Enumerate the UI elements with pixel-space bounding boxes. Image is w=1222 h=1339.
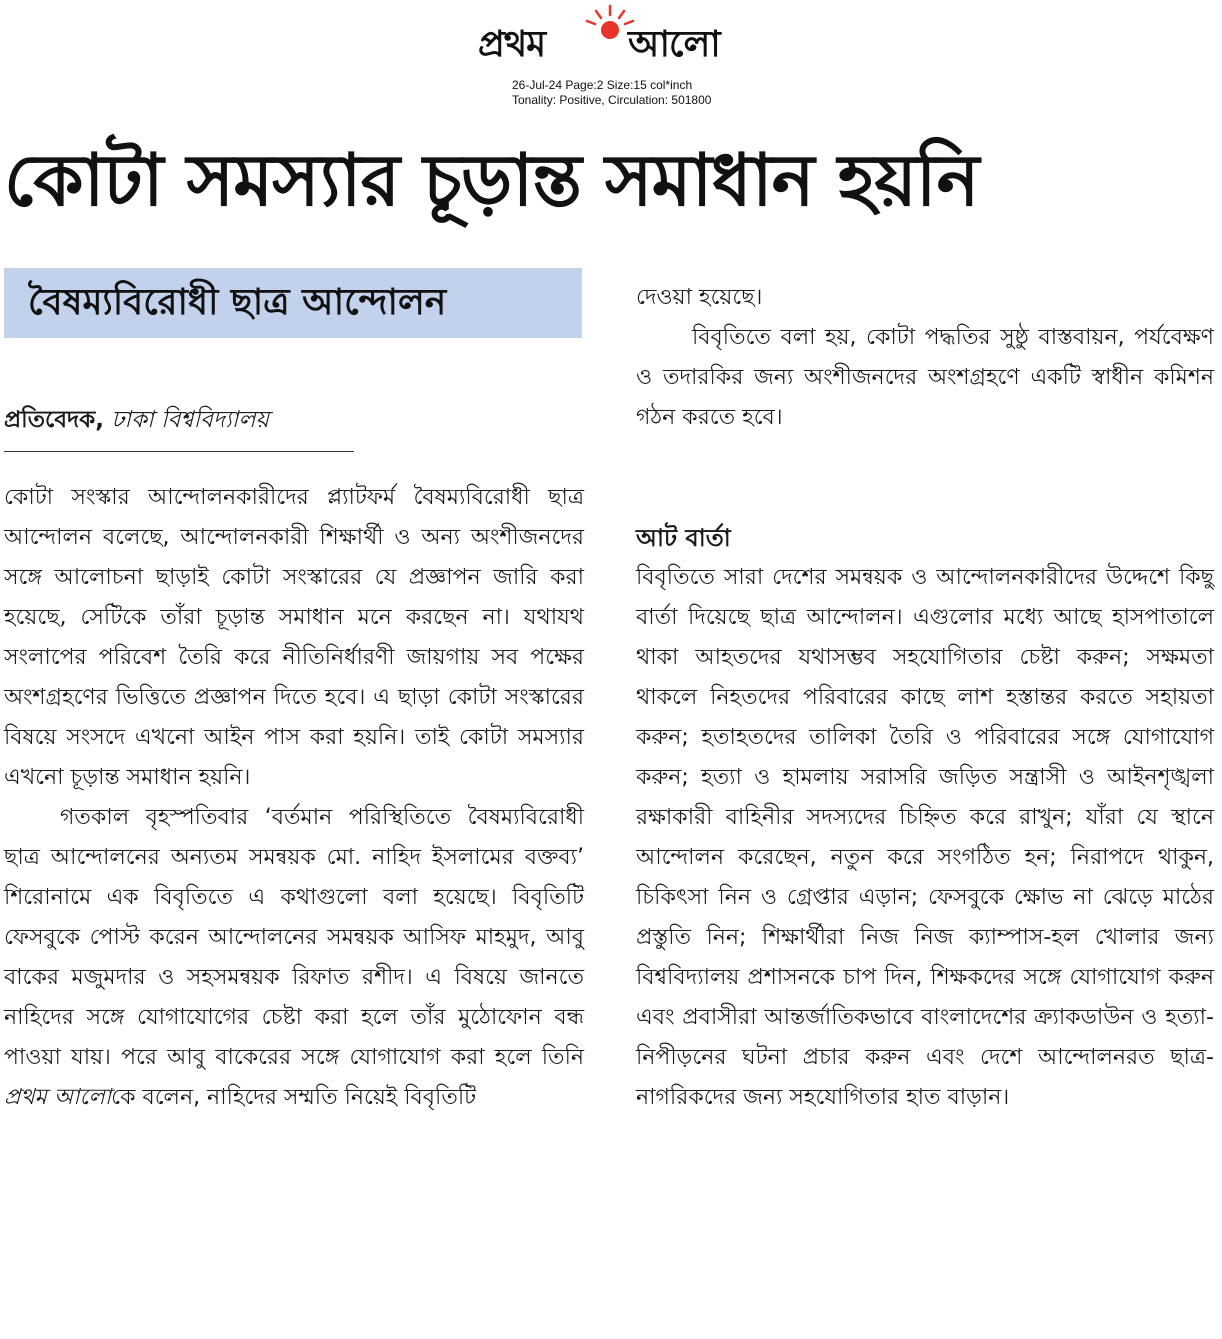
byline xyxy=(4,400,584,440)
kicker-box xyxy=(4,268,582,338)
section-subhead: আট বার্তা xyxy=(636,524,731,552)
kicker-text: বৈষম্যবিরোধী ছাত্র আন্দোলন xyxy=(28,282,447,323)
clip-info: 26-Jul-24 Page:2 Size:15 col*inch xyxy=(512,78,693,92)
logo-word-prothom: প্রথম xyxy=(478,24,546,65)
article-headline: কোটা সমস্যার চূড়ান্ত সমাধান হয়নি xyxy=(4,138,979,222)
logo-word-alo: আলো xyxy=(628,24,720,65)
paragraph: বিবৃতিতে সারা দেশের সমন্বয়ক ও আন্দোলনকারীদের উদ্দেশে কিছু বার্তা দিয়েছে ছাত্র আন্দোলন। এগুলোর মধ্যে আছে হাসপাতালে থাকা আহতদের যথাসম্ভব সহযোগিতার চেষ্টা করুন; সক্ষমতা থাকলে নিহতদের পরিবারের কাছে লাশ হস্তান্তর করতে সহায়তা করুন; হতাহতদের তালিকা তৈরি ও পরিবারের সঙ্গে যোগাযোগ করুন; হত্যা ও হামলায় সরাসরি জড়িত সন্ত্রাসী ও আইনশৃঙ্খলা রক্ষাকারী বাহিনীর সদস্যদের চিহ্নিত করে রাখুন; যাঁরা যে স্থানে আন্দোলন করেছেন, নতুন করে সংগঠিত হন; নিরাপদে থাকুন, চিকিৎসা নিন ও গ্রেপ্তার এড়ান; ফেসবুকে ক্ষোভ না ঝেড়ে মাঠের প্রস্তুতি নিন; শিক্ষার্থীরা নিজ নিজ ক্যাম্পাস-হল খোলার জন্য বিশ্ববিদ্যালয় প্রশাসনকে চাপ দিন, শিক্ষকদের সঙ্গে যোগাযোগ করুন এবং প্রবাসীরা আন্তর্জাতিকভাবে বাংলাদেশের ক্র্যাকডাউন ও হত্যা-নিপীড়নের ঘটনা প্রচার করুন এবং দেশে আন্দোলনরত ছাত্র-নাগরিকদের জন্য সহযোগিতার হাত বাড়ান। xyxy=(636,565,1214,1110)
byline-role: প্রতিবেদক, xyxy=(4,407,104,433)
paragraph xyxy=(4,798,584,1118)
tonality-circulation: Tonality: Positive, Circulation: 501800 xyxy=(512,93,712,107)
masthead xyxy=(0,0,1222,110)
paragraph-text: কে বলেন, নাহিদের সম্মতি নিয়েই বিবৃতিটি xyxy=(111,1085,477,1110)
left-column xyxy=(4,478,584,1328)
right-column-bottom xyxy=(636,558,1214,1318)
paragraph: দেওয়া হয়েছে। xyxy=(636,285,763,310)
paragraph: বিবৃতিতে বলা হয়, কোটা পদ্ধতির সুষ্ঠু বাস্তবায়ন, পর্যবেক্ষণ ও তদারকির জন্য অংশীজনদের অংশগ্রহণে একটি স্বাধীন কমিশন গঠন করতে হবে। xyxy=(636,325,1214,430)
byline-divider xyxy=(4,451,354,452)
byline-place: ঢাকা বিশ্ববিদ্যালয় xyxy=(111,407,270,433)
paragraph: কোটা সংস্কার আন্দোলনকারীদের প্ল্যাটফর্ম বৈষম্যবিরোধী ছাত্র আন্দোলন বলেছে, আন্দোলনকারী শিক্ষার্থী ও অন্য অংশীজনদের সঙ্গে আলোচনা ছাড়াই কোটা সংস্কারের যে প্রজ্ঞাপন জারি করা হয়েছে, সেটিকে তাঁরা চূড়ান্ত সমাধান মনে করছেন না। যথাযথ সংলাপের পরিবেশ তৈরি করে নীতিনির্ধারণী জায়গায় সব পক্ষের অংশগ্রহণের ভিত্তিতে প্রজ্ঞাপন দিতে হবে। এ ছাড়া কোটা সংস্কারের বিষয়ে সংসদে এখনো আইন পাস করা হয়নি। তাই কোটা সমস্যার এখনো চূড়ান্ত সমাধান হয়নি। xyxy=(4,485,584,790)
newspaper-name: প্রথম আলো xyxy=(4,1085,112,1110)
paragraph-text: গতকাল বৃহস্পতিবার ‘বর্তমান পরিস্থিতিতে বৈষম্যবিরোধী ছাত্র আন্দোলনের অন্যতম সমন্বয়ক মো. নাহিদ ইসলামের বক্তব্য’ শিরোনামে এক বিবৃতিতে এ কথাগুলো বলা হয়েছে। বিবৃতিটি ফেসবুকে পোস্ট করেন আন্দোলনের সমন্বয়ক আসিফ মাহমুদ, আবু বাকের মজুমদার ও সহসমন্বয়ক রিফাত রশীদ। এ বিষয়ে জানতে নাহিদের সঙ্গে যোগাযোগের চেষ্টা করা হলে তাঁর মুঠোফোন বন্ধ পাওয়া যায়। পরে আবু বাকেরের সঙ্গে যোগাযোগ করা হলে তিনি xyxy=(4,805,584,1070)
right-column-top xyxy=(636,278,1214,488)
sun-icon xyxy=(580,4,640,44)
